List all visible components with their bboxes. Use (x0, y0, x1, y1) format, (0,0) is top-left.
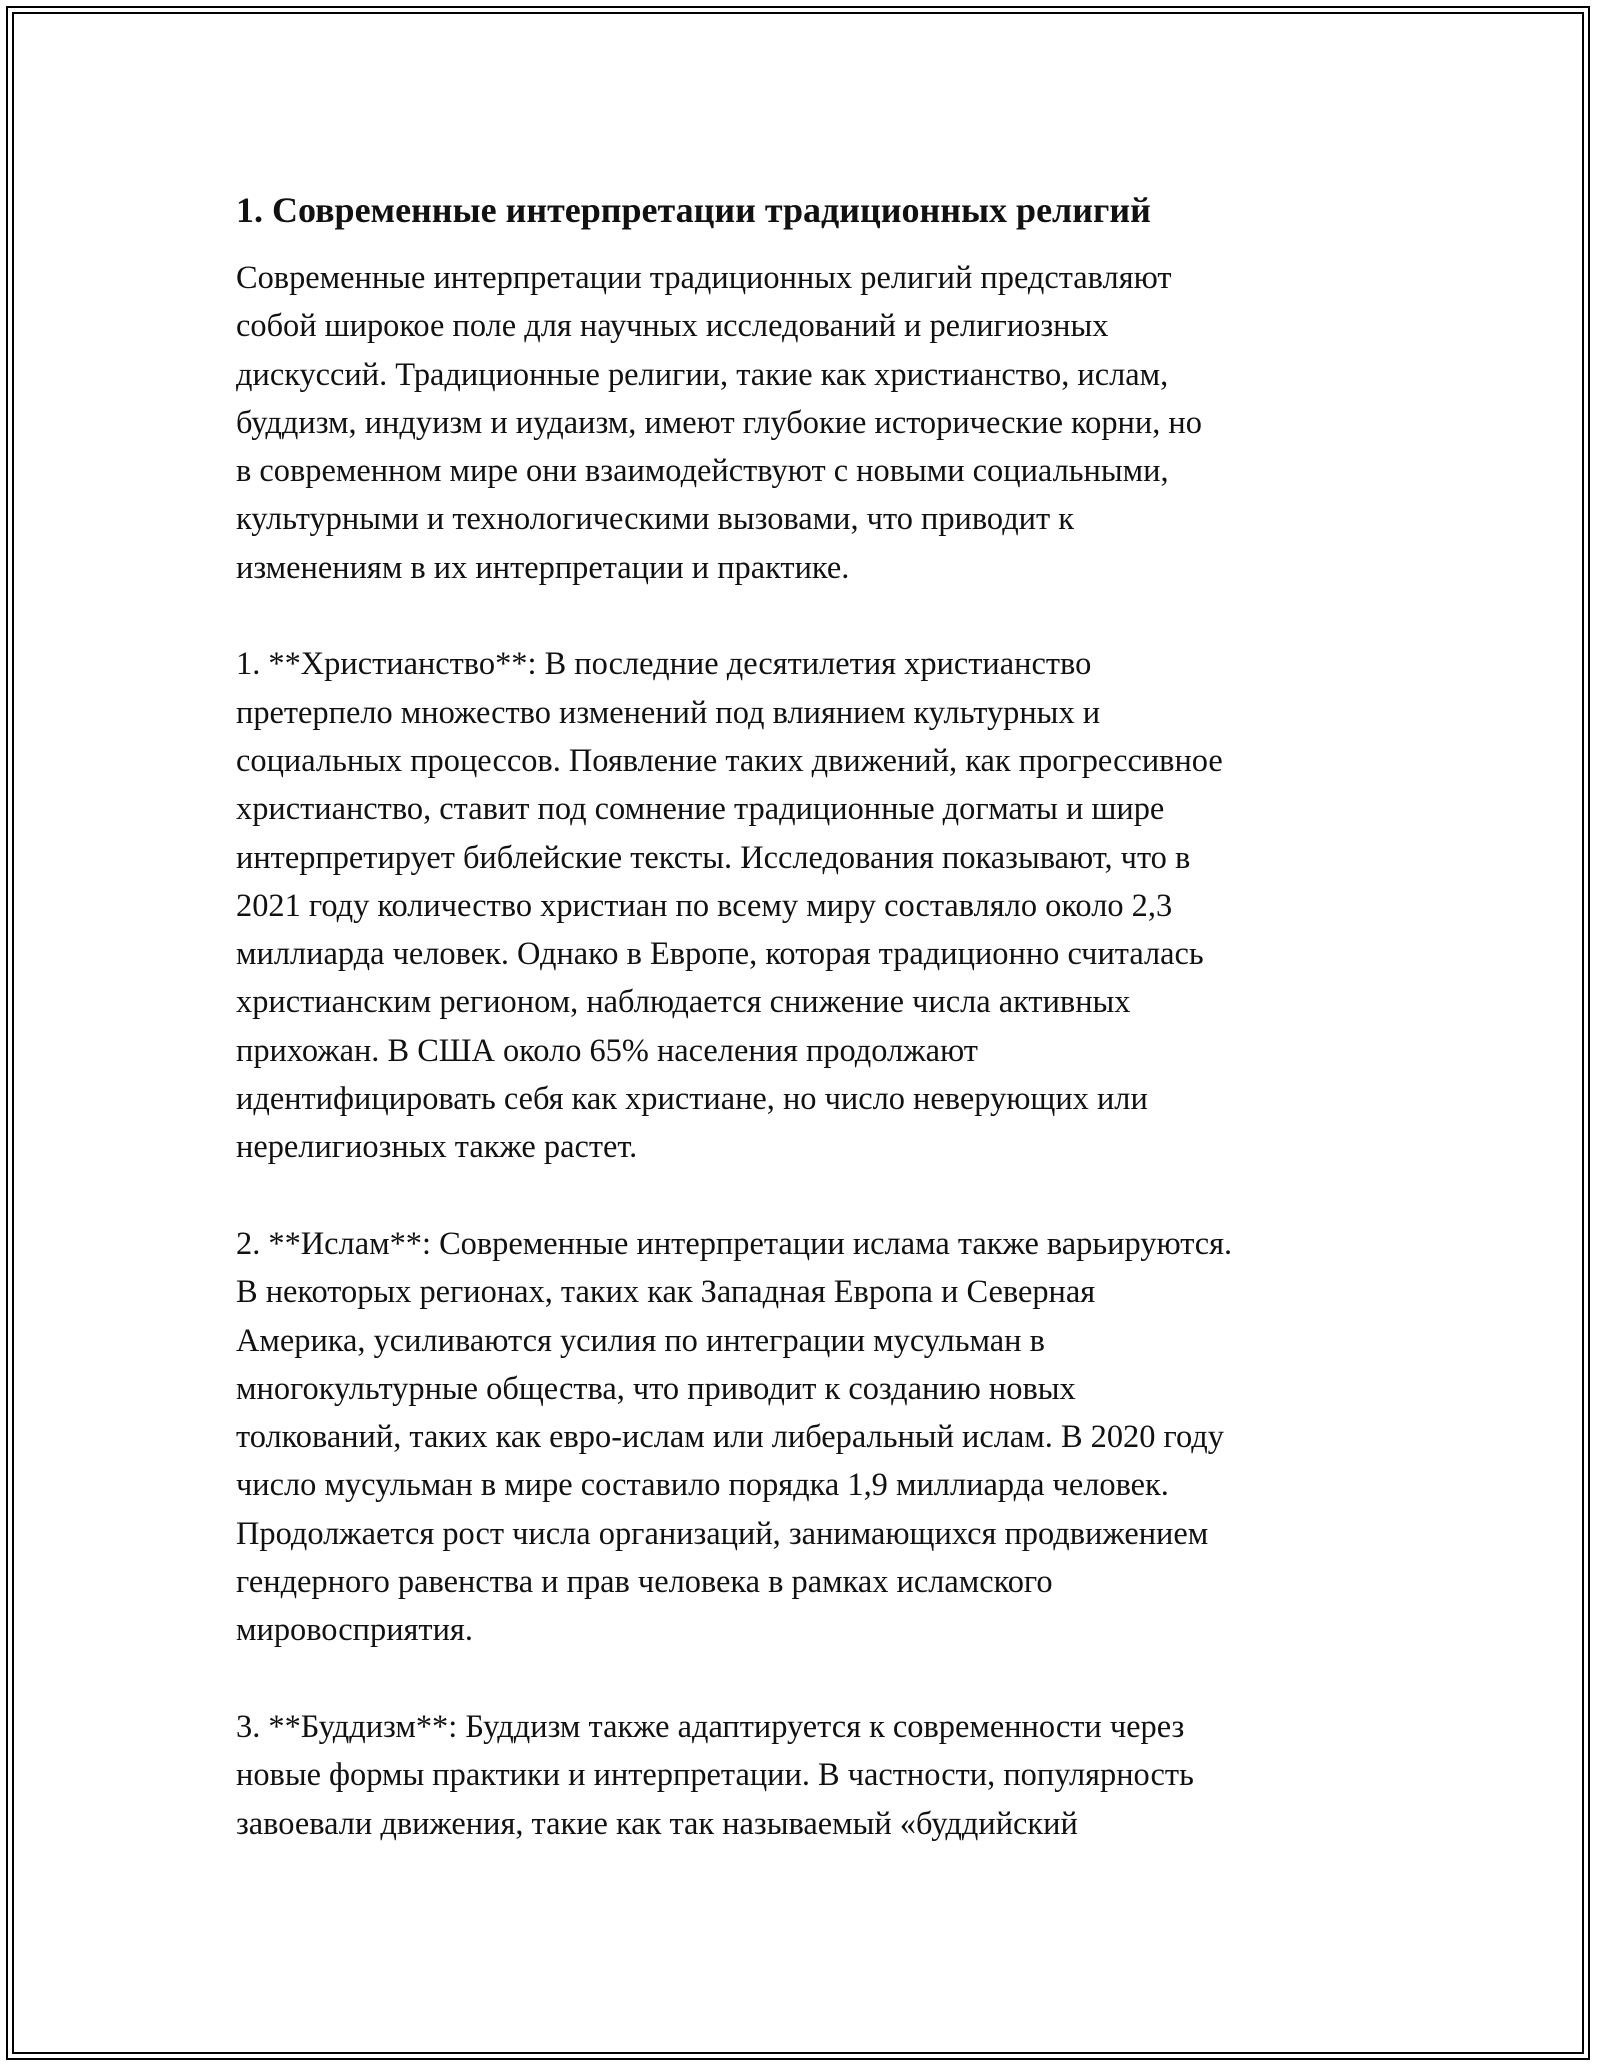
buddhism-paragraph: 3. **Буддизм**: Буддизм также адаптируется к современности через новые формы практики и интерпретации. В частности, популярность завоевали движения, такие как так называемый «буддийский (236, 1708, 1194, 1842)
islam-paragraph: 2. **Ислам**: Современные интерпретации ислама также варьируются. В некоторых регионах, таких как Западная Европа и Северная Америка, усиливаются усилия по интеграции мусульман в многокультурные общества, что приводит к созданию новых толкований, таких как евро-ислам или либеральный ислам. В 2020 году число мусульман в мире составило порядка 1,9 миллиарда человек. Продолжается рост числа организаций, занимающихся продвижением гендерного равенства и прав человека в рамках исламского мировосприятия. (236, 1225, 1233, 1649)
intro-paragraph: Современные интерпретации традиционных религий представляют собой широкое поле для научных исследований и религиозных дискуссий. Традиционные религии, такие как христианство, ислам, буддизм, индуизм и иудаизм, имеют глубокие исторические корни, но в современном мире они взаимодействуют с новыми социальными, культурными и технологическими вызовами, что приводит к изменениям в их интерпретации и практике. (236, 260, 1202, 586)
paragraph-gap (236, 1172, 1386, 1220)
document-body (236, 186, 1386, 1848)
paragraph-gap (236, 1655, 1386, 1703)
christianity-paragraph: 1. **Христианство**: В последние десятилетия христианство претерпело множество изменений под влиянием культурных и социальных процессов. Появление таких движений, как прогрессивное христианство, ставит под сомнение традиционные догматы и шире интерпретирует библейские тексты. Исследования показывают, что в 2021 году количество христиан по всему миру составляло около 2,3 миллиарда человек. Однако в Европе, которая традиционно считалась христианским регионом, наблюдается снижение числа активных прихожан. В США около 65% населения продолжают идентифицировать себя как христиане, но число неверующих или нерелигиозных также растет. (236, 646, 1223, 1166)
paragraph-gap (236, 592, 1386, 640)
section-heading: 1. Современные интерпретации традиционных религий (236, 190, 1151, 230)
